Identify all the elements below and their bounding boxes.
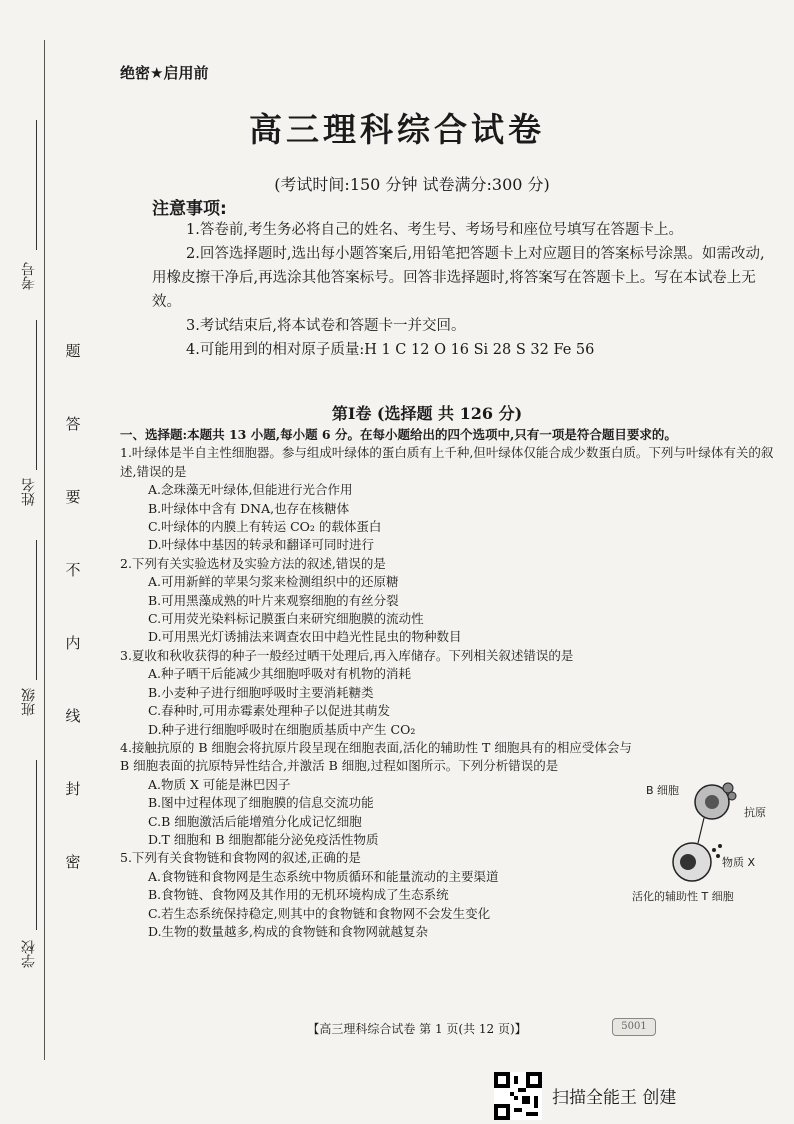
option-b: B.食物链、食物网及其作用的无机环境构成了生态系统 bbox=[148, 887, 449, 903]
substance-x-dot bbox=[712, 848, 716, 852]
option-a: A.物质 X 可能是淋巴因子 bbox=[148, 776, 291, 792]
qr-code-icon bbox=[494, 1072, 542, 1120]
option-c: C.春种时,可用赤霉素处理种子以促进其萌发 bbox=[148, 703, 391, 719]
exam-no-label: 考号 bbox=[21, 262, 37, 290]
option-d: D.可用黑光灯诱捕法来调查农田中趋光性昆虫的物种数目 bbox=[148, 629, 462, 645]
option-d: D.T 细胞和 B 细胞都能分泌免疫活性物质 bbox=[148, 831, 379, 847]
warning-char: 要 bbox=[65, 488, 81, 506]
question-stem: 5.下列有关食物链和食物网的叙述,正确的是 bbox=[120, 850, 361, 866]
option-a: A.可用新鲜的苹果匀浆来检测组织中的还原糖 bbox=[148, 574, 399, 590]
option-d: D.叶绿体中基因的转录和翻译可同时进行 bbox=[148, 537, 375, 553]
question-stem: 1.叶绿体是半自主性细胞器。参与组成叶绿体的蛋白质有上千种,但叶绿体仅能合成少数蛋白质。下列与叶绿体有关的叙述,错误的是 bbox=[120, 445, 774, 479]
exam-time-info: (考试时间:150 分钟 试卷满分:300 分) bbox=[274, 175, 550, 194]
binding-margin bbox=[0, 0, 110, 1070]
question-stem: 2.下列有关实验选材及实验方法的叙述,错误的是 bbox=[120, 555, 386, 571]
antigen-shape bbox=[728, 792, 736, 800]
notice-heading: 注意事项: bbox=[152, 199, 227, 219]
warning-char: 不 bbox=[65, 561, 81, 579]
figure-label-antigen: 抗原 bbox=[744, 806, 766, 819]
page-footer: 【高三理科综合试卷 第 1 页(共 12 页)】 bbox=[307, 1022, 527, 1036]
option-c: C.可用荧光染料标记膜蛋白来研究细胞膜的流动性 bbox=[148, 611, 424, 627]
question-stem: 3.夏收和秋收获得的种子一般经过晒干处理后,再入库储存。下列相关叙述错误的是 bbox=[120, 647, 574, 663]
notice-item: 4.可能用到的相对原子质量:H 1 C 12 O 16 Si 28 S 32 Fe 56 bbox=[186, 342, 595, 358]
option-a: A.念珠藻无叶绿体,但能进行光合作用 bbox=[148, 482, 353, 498]
option-b: B.叶绿体中含有 DNA,也存在核糖体 bbox=[148, 500, 350, 516]
warning-char: 答 bbox=[65, 415, 81, 433]
t-cell-nucleus bbox=[680, 854, 696, 870]
name-label: 姓名 bbox=[21, 478, 37, 506]
option-b: B.小麦种子进行细胞呼吸时主要消耗糖类 bbox=[148, 684, 374, 700]
option-c: C.若生态系统保持稳定,则其中的食物链和食物网不会发生变化 bbox=[148, 905, 491, 921]
notice-item: 2.回答选择题时,选出每小题答案后,用铅笔把答题卡上对应题目的答案标号涂黑。如需改动,用橡皮擦干净后,再选涂其他答案标号。回答非选择题时,将答案写在答题卡上。写在本试卷上无效。 bbox=[152, 246, 765, 310]
receptor-link bbox=[698, 818, 704, 843]
question-4 bbox=[120, 739, 640, 849]
warning-char: 线 bbox=[65, 707, 81, 725]
notice-item: 1.答卷前,考生务必将自己的姓名、考生号、考场号和座位号填写在答题卡上。 bbox=[186, 222, 683, 238]
option-b: B.可用黑藻成熟的叶片来观察细胞的有丝分裂 bbox=[148, 592, 399, 608]
part-title: 第Ⅰ卷 (选择题 共 126 分) bbox=[331, 404, 523, 423]
warning-char: 密 bbox=[65, 853, 81, 871]
option-c: C.B 细胞激活后能增殖分化成记忆细胞 bbox=[148, 813, 362, 829]
figure-label-t-cell: 活化的辅助性 T 细胞 bbox=[632, 890, 734, 903]
class-blank bbox=[36, 540, 37, 680]
school-blank bbox=[36, 760, 37, 930]
figure-label-substance-x: 物质 X bbox=[722, 856, 756, 869]
substance-x-dot bbox=[718, 844, 722, 848]
paper-code-stamp: 5001 bbox=[612, 1018, 656, 1036]
scanner-watermark: 扫描全能王 创建 bbox=[552, 1088, 677, 1108]
warning-char: 封 bbox=[65, 780, 81, 798]
immune-cell-figure bbox=[632, 770, 782, 910]
notice-list bbox=[152, 218, 767, 362]
page-title: 高三理科综合试卷 bbox=[249, 110, 545, 149]
section-instruction: 一、选择题:本题共 13 小题,每小题 6 分。在每小题给出的四个选项中,只有一项是符合题目要求的。 bbox=[120, 427, 677, 442]
option-d: D.生物的数量越多,构成的食物链和食物网就越复杂 bbox=[148, 923, 429, 939]
class-label: 班级 bbox=[21, 688, 37, 716]
question-stem: 4.接触抗原的 B 细胞会将抗原片段呈现在细胞表面,活化的辅助性 T 细胞具有的相应受体会与 B 细胞表面的抗原特异性结合,并激活 B 细胞,过程如图所示。下列分析错误的是 bbox=[120, 739, 632, 774]
option-a: A.种子晒干后能减少其细胞呼吸对有机物的消耗 bbox=[148, 666, 412, 682]
figure-label-b-cell: B 细胞 bbox=[646, 784, 680, 797]
option-c: C.叶绿体的内膜上有转运 CO₂ 的载体蛋白 bbox=[148, 519, 382, 535]
antigen-shape bbox=[723, 783, 733, 793]
b-cell-nucleus bbox=[705, 795, 719, 809]
question-3 bbox=[120, 647, 780, 739]
name-blank bbox=[36, 320, 37, 470]
binding-warning bbox=[60, 340, 86, 924]
question-1 bbox=[120, 444, 780, 554]
option-a: A.食物链和食物网是生态系统中物质循环和能量流动的主要渠道 bbox=[148, 868, 499, 884]
substance-x-dot bbox=[716, 854, 720, 858]
warning-char: 内 bbox=[65, 634, 81, 652]
option-b: B.图中过程体现了细胞膜的信息交流功能 bbox=[148, 795, 374, 811]
school-label: 学校 bbox=[21, 940, 37, 968]
confidential-mark: 绝密★启用前 bbox=[120, 64, 209, 82]
warning-char: 题 bbox=[65, 342, 81, 360]
notice-item: 3.考试结束后,将本试卷和答题卡一并交回。 bbox=[186, 318, 466, 334]
question-2 bbox=[120, 555, 780, 647]
option-d: D.种子进行细胞呼吸时在细胞质基质中产生 CO₂ bbox=[148, 721, 416, 737]
